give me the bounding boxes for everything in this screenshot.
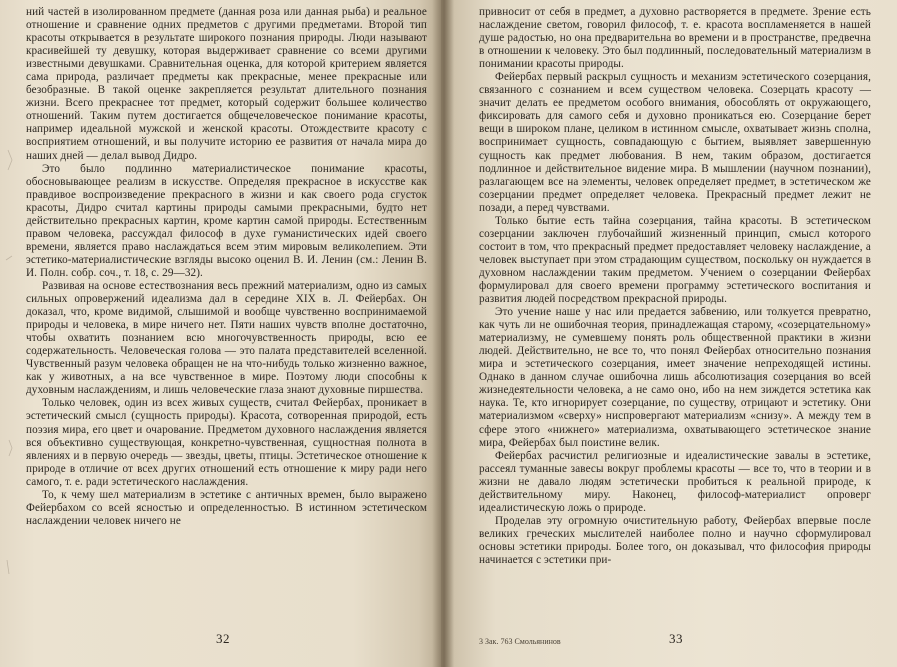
right-paragraph-1: привносит от себя в предмет, а духовно растворяется в предмете. Зрение есть наслаждение светом, говорил философ, т. е. красота воспламеняется в нашей душе радостью, но она предварительна во времени и в пространстве, предвечна в отношении к человеку. Это был подлинный, последовательный материализм в понимании красоты природы. (479, 6, 871, 71)
right-page-number: 33 (669, 631, 683, 646)
left-page-number: 32 (216, 631, 230, 646)
left-paragraph-4: Только человек, один из всех живых существ, считал Фейербах, проникает в эстетический смысл (сущность природы). Красота, сотворенная природой, есть поэзия мира, его цвет и очарование. Предметом духовного наслаждения является вся объективно существующая, конкретно-чувственная, сущностная полнота в явлениях и в первую очередь — звезды, цветы, птицы. Эстетическое отношение к природе в отличие от всех других отношений есть отношение к миру ради него самого, т. е. ради эстетического наслаждения. (26, 397, 427, 488)
right-paragraph-3: Только бытие есть тайна созерцания, тайна красоты. В эстетическом созерцании заключен глубочайший жизненный принцип, смысл которого состоит в том, что прекрасный предмет предоставляет человеку наслаждение, а человек выступает при этом страдающим существом, поскольку он нуждается в духовном наслаждении таким предметом. Учением о созерцании Фейербах формулировал для своего времени программу эстетического воспитания и развития людей посредством прекрасной природы. (479, 214, 871, 306)
right-page (441, 0, 897, 667)
right-paragraph-2: Фейербах первый раскрыл сущность и механизм эстетического созерцания, связанного с сознанием и всем существом человека. Созерцать красоту — значит делать ее предметом особого внимания, обособлять от окружающего, фиксировать для самого себя и духовно проникаться ею. Созерцание берет вещи в широком плане, целиком в истинном смысле, охватывает жизнь сполна, воспринимает сущность, совпадающую с бытием, выявляет завершенную сущность как предмет любования. В нем, таким образом, достигается подлинное и действительное видение мира. В мышлении (научном познании), разлагающем все на элементы, человек определяет предмет, в эстетическом же созерцании предмет определяет человека. Прекрасный предмет лежит не позади, а перед чувствами. (479, 71, 871, 214)
left-paragraph-3: Развивая на основе естествознания весь прежний материализм, одно из самых сильных опровержений идеализма дал в середине XIX в. Л. Фейербах. Он доказал, что, кроме видимой, слышимой и вообще чувственно воспринимаемой природы и человека, в мире ничего нет. Пяти наших чувств вполне достаточно, чтобы охватить познанием всю многочувственность природы, всю ее содержательность. Человеческая голова — это палата представителей вселенной. Чувственный разум человека обращен не на что-нибудь только жизненно важное, как у животных, а на все чувственное в мире. Поэтому люди способны к духовным наслаждениям, и лишь человеческие глаза знают духовные пиршества. (26, 279, 427, 397)
signature-footnote: 3 Зак. 763 Смольянинов (479, 637, 561, 646)
left-paragraph-2: Это было подлинно материалистическое понимание красоты, обосновывающее реализм в искусстве. Определяя прекрасное в искусстве как правдивое воспроизведение прекрасного в жизни и как своего рода сгусток красоты, Дидро считал картины природы самыми прекрасными, будто нет действительно прекрасных картин, кроме картин самой природы. Естественным правом человека, рассуждал философ в духе гуманистических идей своего времени, является право наслаждаться всем этим мировым великолепием. Эти эстетико-материалистические взгляды высоко оценил В. И. Ленин (см.: Ленин В. И. Полн. собр. соч., т. 18, с. 29—32). (26, 162, 427, 279)
left-page (0, 0, 441, 667)
right-paragraph-5: Фейербах расчистил религиозные и идеалистические завалы в эстетике, рассеял туманные завесы вокруг проблемы красоты — все то, что в теории и в жизни не давало людям эстетически пробиться к реальной природе, к действительному миру. Наконец, философ-материалист опроверг идеалистическую ложь о природе. (479, 449, 871, 514)
pencil-marginalia (0, 0, 24, 667)
right-paragraph-6: Проделав эту огромную очистительную работу, Фейербах впервые после великих греческих мыслителей наиболее полно и научно сформулировал основы эстетики природы. Более того, он доказывал, что философия природы начинается с эстетики при- (479, 514, 871, 566)
left-paragraph-5: То, к чему шел материализм в эстетике с античных времен, было выражено Фейербахом со всей ясностью и определенностью. В истинном эстетическом наслаждении человек ничего не (26, 488, 427, 527)
right-paragraph-4: Это учение наше у нас или предается забвению, или толкуется превратно, как чуть ли не ошибочная теория, принадлежащая старому, «созерцательному» материализму, не сумевшему понять роль общественной практики в жизни людей. Действительно, не все то, что понял Фейербах относительно познания мира и эстетического созерцания, имеет значение непреходящей истины. Однако в данном случае ошибочна лишь абсолютизация созерцания во всей жизнедеятельности человека, а не само оно, ибо на нем зиждется эстетика как наука. Те, кто игнорирует созерцание, по существу, отрицают и эстетику. Они материализмом «сверху» ниспровергают материализм «снизу». А между тем в сфере этого «нижнего» материализма, охватывающего эстетическое знание мира, Фейербах был поистине велик. (479, 306, 871, 449)
left-paragraph-1: ний частей в изолированном предмете (данная роза или данная рыба) и реальное отношение и сравнение одних предметов с другими предметами. Второй тип красоты открывается в результате широкого познания природы. Люди называют красивейшей ту девушку, которая выдерживает сравнение со всеми другими известными девушками. Сравнительная оценка, для которой критерием является сама природа, различает предметы как прекрасные, менее прекрасные или безобразные. В такой оценке закрепляется результат длительного познания жизни. Всего прекраснее тот предмет, который содержит большее количество отношений. Таким путем достигается общечеловеческое понимание красоты, например идеальной мужской и женской красоты. Отождествите красоту с восприятием отношений, и вы получите историю ее развития от начала мира до наших дней — делал вывод Дидро. (26, 6, 427, 162)
